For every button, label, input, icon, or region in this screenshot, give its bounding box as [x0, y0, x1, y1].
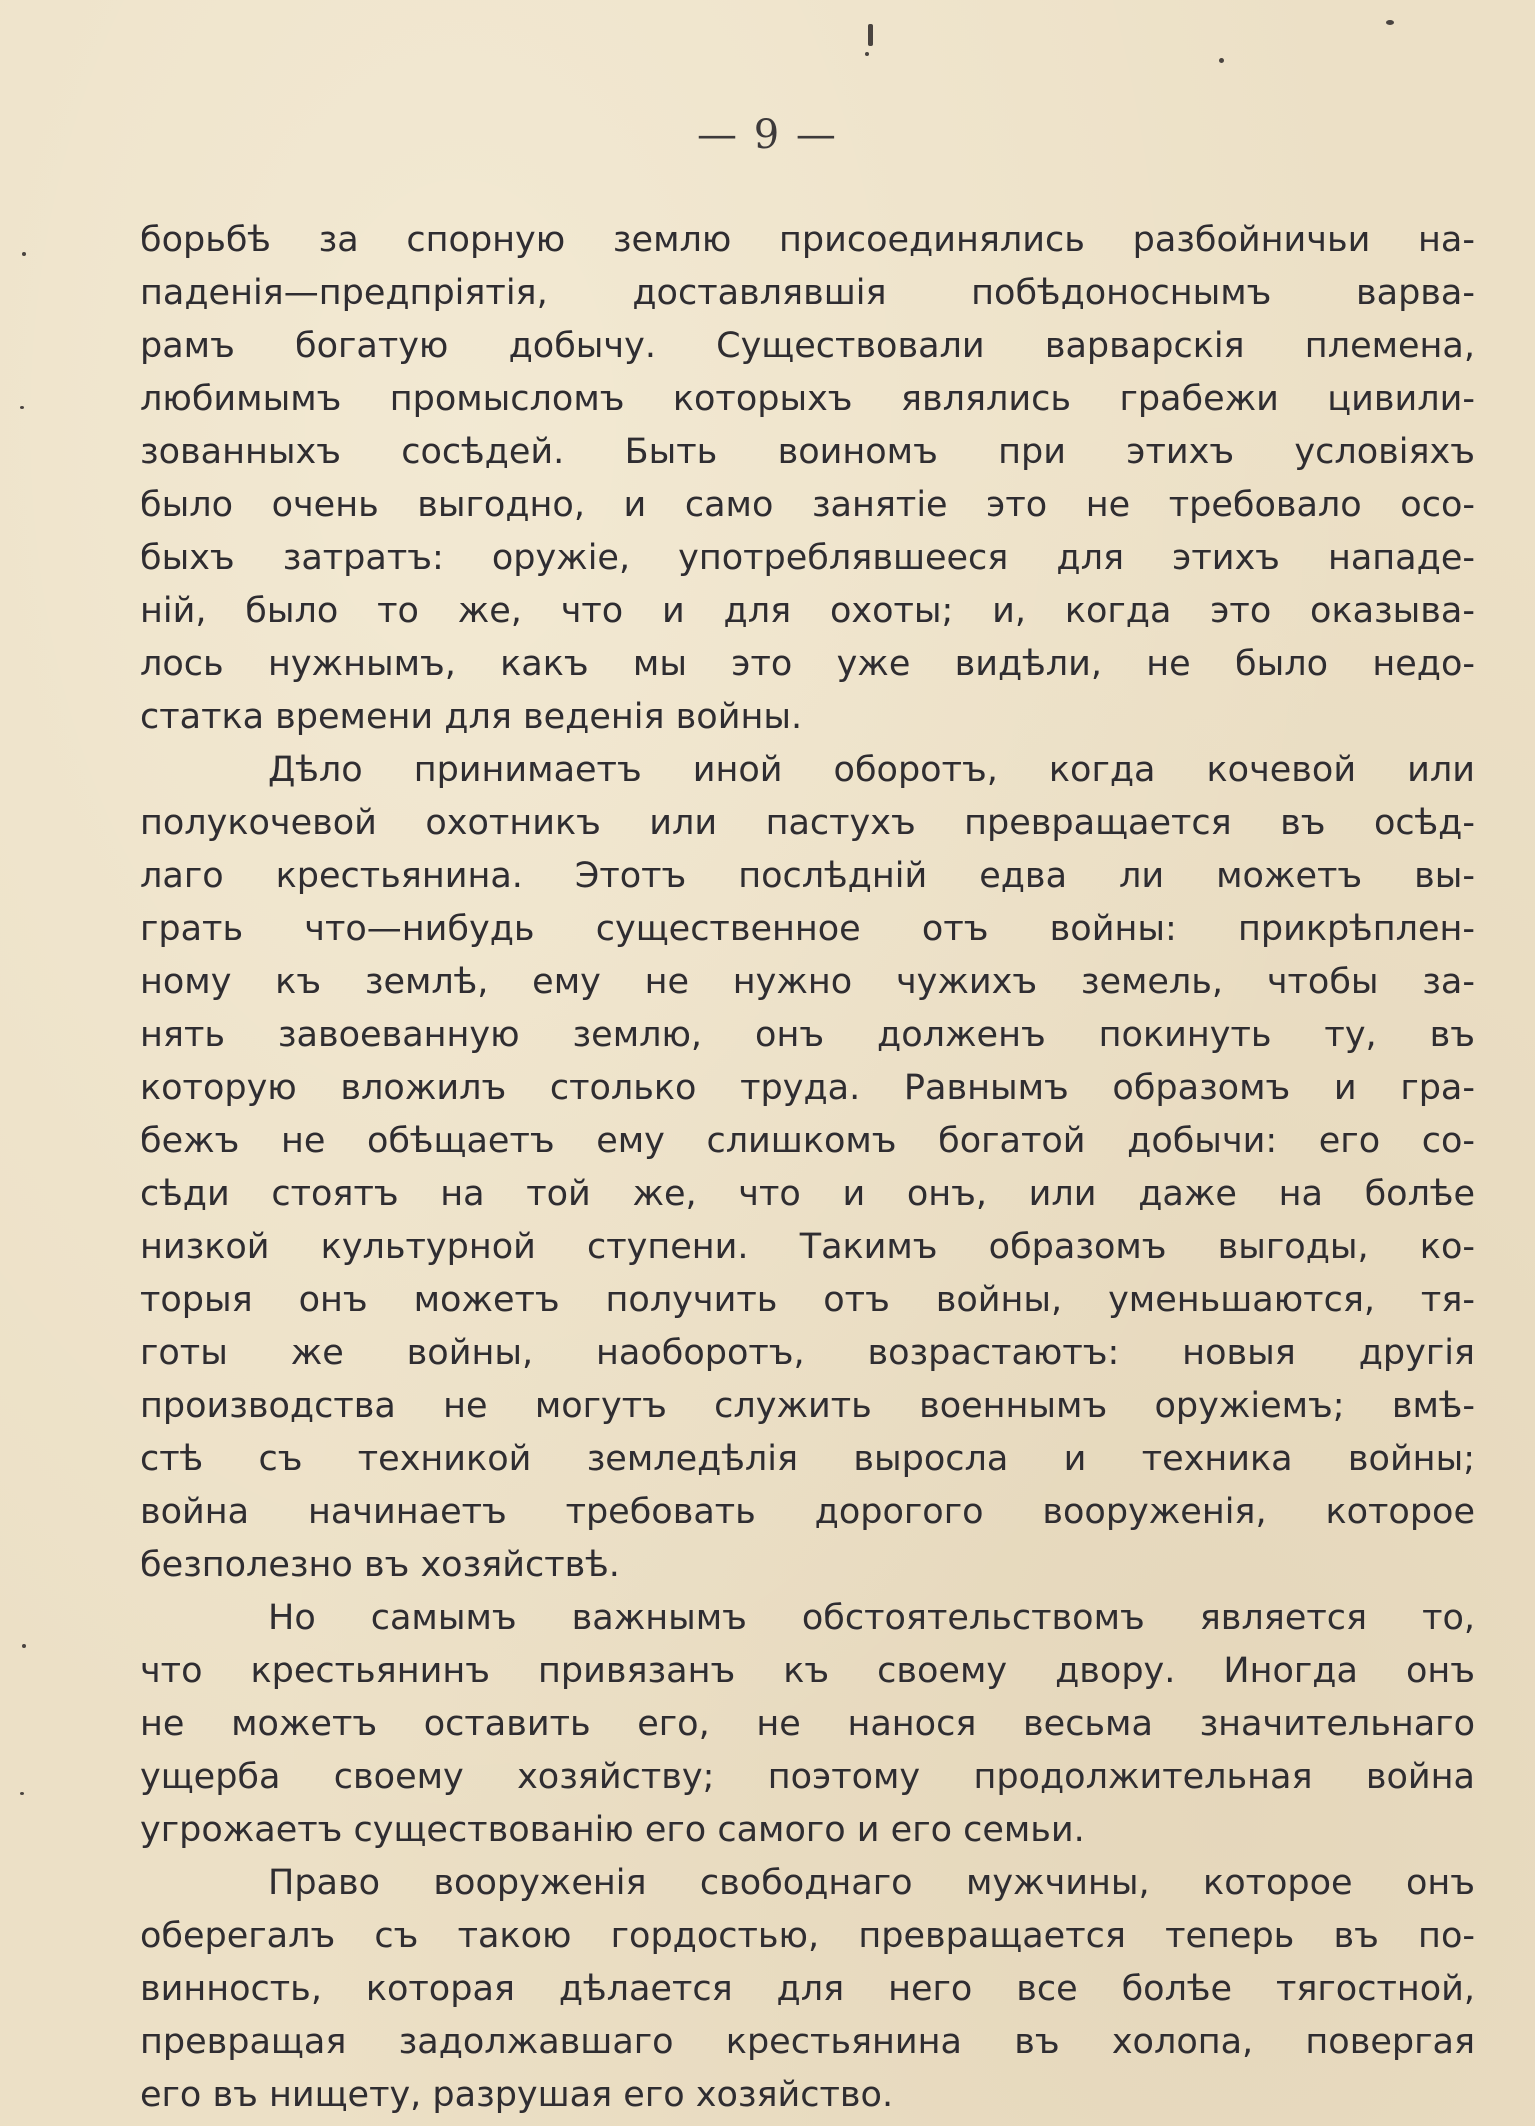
body-text	[140, 214, 1475, 2122]
text-line: война начинаетъ требовать дорогого вооруженія, которое	[140, 1492, 1475, 1532]
ink-speck-margin	[20, 406, 24, 409]
text-line: лось нужнымъ, какъ мы это уже видѣли, не было недо-	[140, 644, 1475, 684]
ink-speck-top-right	[1386, 20, 1394, 25]
text-line: лаго крестьянина. Этотъ послѣдній едва ли можетъ вы-	[140, 856, 1475, 896]
page-number: — 9 —	[697, 112, 838, 158]
text-line: угрожаетъ существованію его самого и его семьи.	[140, 1810, 1085, 1850]
text-line: ній, было то же, что и для охоты; и, когда это оказыва-	[140, 591, 1475, 631]
text-line: нять завоеванную землю, онъ долженъ покинуть ту, въ	[140, 1015, 1475, 1055]
text-line: грать что—нибудь существенное отъ войны: прикрѣплен-	[140, 909, 1475, 949]
text-line: борьбѣ за спорную землю присоединялись разбойничьи на-	[140, 220, 1475, 260]
text-line: готы же войны, наоборотъ, возрастаютъ: новыя другія	[140, 1333, 1475, 1373]
ink-speck-margin	[22, 1644, 26, 1648]
text-line: Но самымъ важнымъ обстоятельствомъ является то,	[268, 1598, 1475, 1638]
text-line: Дѣло принимаетъ иной оборотъ, когда кочевой или	[268, 750, 1475, 790]
text-line: не можетъ оставить его, не нанося весьма значительнаго	[140, 1704, 1475, 1744]
text-line: производства не могутъ служить военнымъ оружіемъ; вмѣ-	[140, 1386, 1475, 1426]
text-line: торыя онъ можетъ получить отъ войны, уменьшаются, тя-	[140, 1280, 1475, 1320]
ink-speck-margin	[22, 252, 26, 256]
text-line: которую вложилъ столько труда. Равнымъ образомъ и гра-	[140, 1068, 1475, 1108]
text-line: что крестьянинъ привязанъ къ своему двору. Иногда онъ	[140, 1651, 1475, 1691]
text-line: было очень выгодно, и само занятіе это не требовало осо-	[140, 485, 1475, 525]
text-line: безполезно въ хозяйствѣ.	[140, 1545, 620, 1585]
text-line: зованныхъ сосѣдей. Быть воиномъ при этихъ условіяхъ	[140, 432, 1475, 472]
text-line: стѣ съ техникой земледѣлія выросла и техника войны;	[140, 1439, 1475, 1479]
ink-speck-top	[868, 24, 873, 46]
text-line: паденія—предпріятія, доставлявшія побѣдоноснымъ варва-	[140, 273, 1475, 313]
text-line: Право вооруженія свободнаго мужчины, которое онъ	[268, 1863, 1475, 1903]
text-line: превращая задолжавшаго крестьянина въ холопа, повергая	[140, 2022, 1475, 2062]
ink-speck-top	[865, 52, 869, 56]
text-line: оберегалъ съ такою гордостью, превращается теперь въ по-	[140, 1916, 1475, 1956]
text-line: быхъ затратъ: оружіе, употреблявшееся для этихъ нападе-	[140, 538, 1475, 578]
text-line: винность, которая дѣлается для него все болѣе тягостной,	[140, 1969, 1475, 2009]
text-line: полукочевой охотникъ или пастухъ превращается въ осѣд-	[140, 803, 1475, 843]
ink-speck-top	[1219, 58, 1224, 63]
text-line: статка времени для веденія войны.	[140, 697, 803, 737]
text-line: бежъ не обѣщаетъ ему слишкомъ богатой добычи: его со-	[140, 1121, 1475, 1161]
text-line: его въ нищету, разрушая его хозяйство.	[140, 2075, 894, 2115]
text-line: низкой культурной ступени. Такимъ образомъ выгоды, ко-	[140, 1227, 1475, 1267]
text-line: ному къ землѣ, ему не нужно чужихъ земель, чтобы за-	[140, 962, 1475, 1002]
text-line: ущерба своему хозяйству; поэтому продолжительная война	[140, 1757, 1475, 1797]
ink-speck-margin	[20, 1792, 24, 1795]
text-line: рамъ богатую добычу. Существовали варварскія племена,	[140, 326, 1475, 366]
text-line: сѣди стоятъ на той же, что и онъ, или даже на болѣе	[140, 1174, 1475, 1214]
text-line: любимымъ промысломъ которыхъ являлись грабежи цивили-	[140, 379, 1475, 419]
